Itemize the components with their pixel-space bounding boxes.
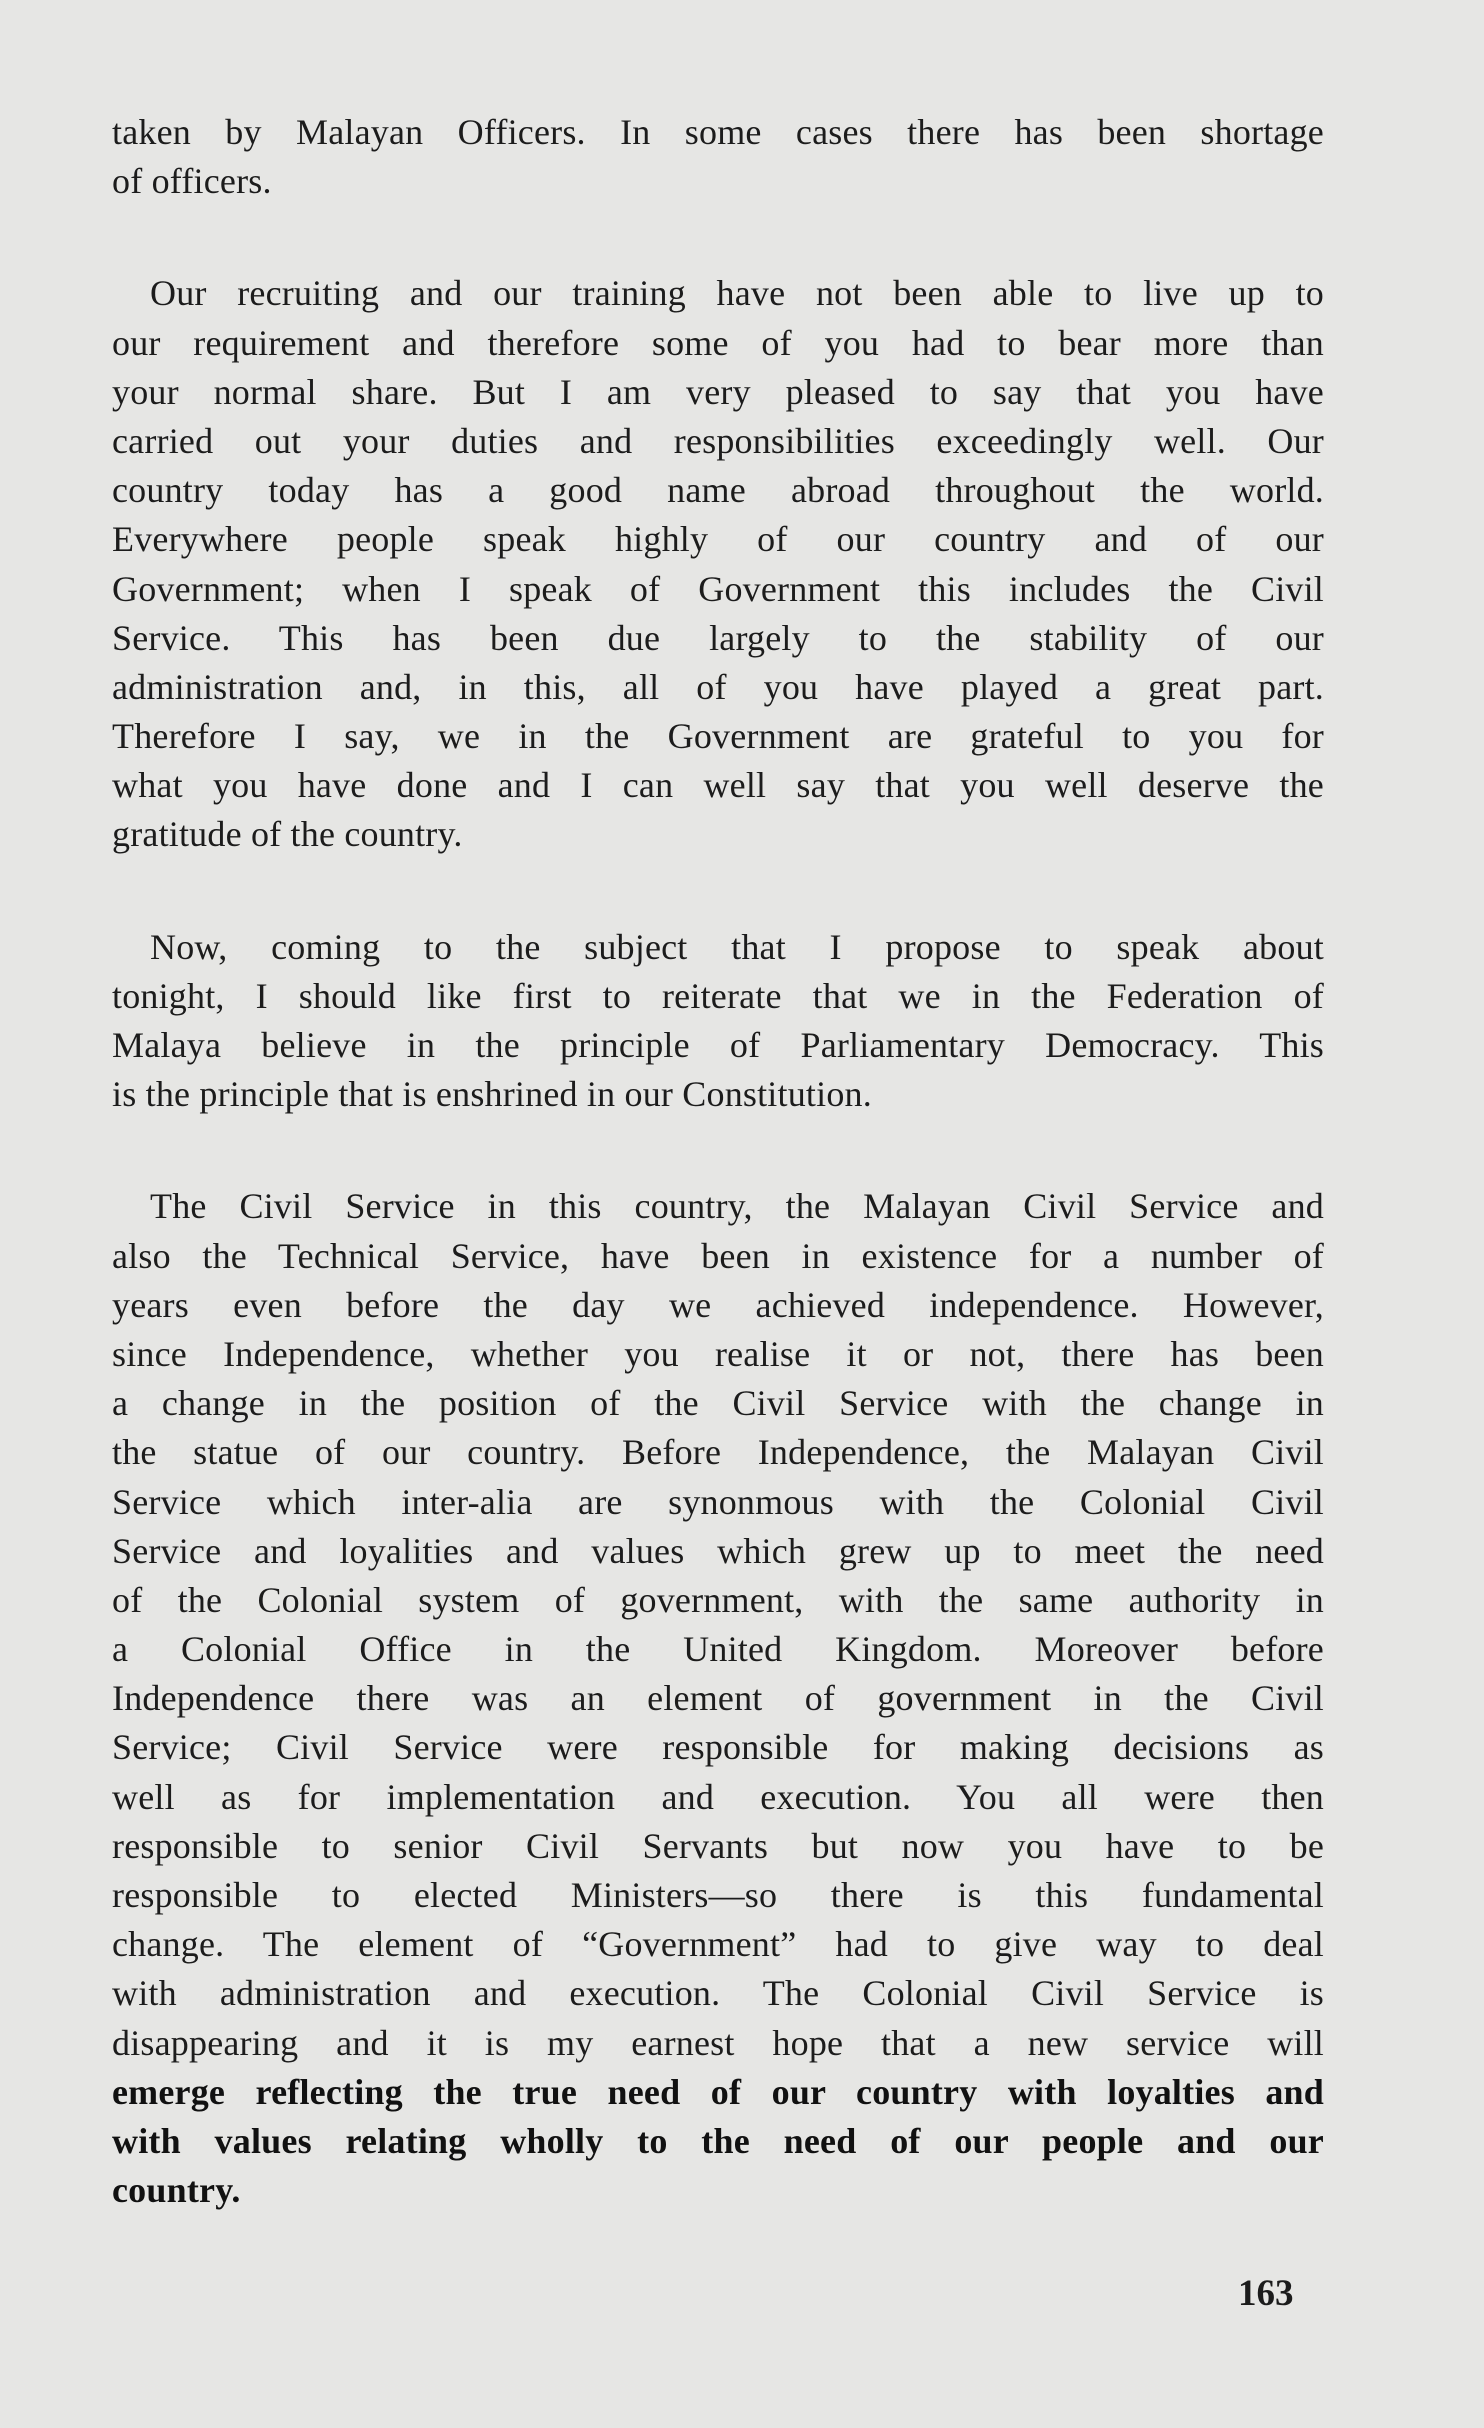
page-body [112, 108, 1324, 2278]
text-line: of officers. [112, 161, 272, 202]
text-line: a Colonial Office in the United Kingdom. Moreover before [112, 1629, 1324, 1670]
text-line: country today has a good name abroad throughout the world. [112, 470, 1324, 511]
text-line: of the Colonial system of government, with the same authority in [112, 1579, 1324, 1620]
text-line: is the principle that is enshrined in our Constitution. [112, 1074, 872, 1115]
text-line: with values relating wholly to the need of our people and our [112, 2120, 1324, 2161]
text-line: disappearing and it is my earnest hope that a new service will [112, 2022, 1324, 2063]
paragraph [112, 923, 1324, 1120]
text-line: Everywhere people speak highly of our country and of our [112, 519, 1324, 560]
text-line: also the Technical Service, have been in existence for a number of [112, 1235, 1324, 1276]
text-line: taken by Malayan Officers. In some cases there has been shortage [112, 112, 1324, 152]
text-line: carried out your duties and responsibilities exceedingly well. Our [112, 420, 1324, 461]
text-line: well as for implementation and execution. You all were then [112, 1776, 1324, 1817]
text-line: change. The element of “Government” had to give way to deal [112, 1924, 1324, 1965]
page-number: 163 [1238, 2273, 1294, 2314]
text-line: tonight, I should like first to reiterate that we in the Federation of [112, 975, 1324, 1016]
text-line: Service; Civil Service were responsible for making decisions as [112, 1727, 1324, 1768]
text-line: your normal share. But I am very pleased to say that you have [112, 371, 1324, 412]
text-line: gratitude of the country. [112, 814, 463, 855]
text-line: what you have done and I can well say that you well deserve the [112, 765, 1324, 806]
text-line: a change in the position of the Civil Service with the change in [112, 1383, 1324, 1424]
text-line: Service which inter-alia are synonmous with the Colonial Civil [112, 1481, 1324, 1522]
text-line: our requirement and therefore some of you had to bear more than [112, 322, 1324, 363]
text-line: since Independence, whether you realise it or not, there has been [112, 1333, 1324, 1374]
text-line: Government; when I speak of Government this includes the Civil [112, 568, 1324, 609]
paragraph [112, 269, 1324, 859]
text-line: The Civil Service in this country, the Malayan Civil Service and [150, 1186, 1324, 1227]
paragraph [112, 1182, 1324, 2215]
text-line: years even before the day we achieved independence. However, [112, 1284, 1324, 1325]
text-line: Service and loyalities and values which grew up to meet the need [112, 1530, 1324, 1571]
text-line: Service. This has been due largely to the stability of our [112, 617, 1324, 658]
text-line: Therefore I say, we in the Government are grateful to you for [112, 716, 1324, 757]
text-line: administration and, in this, all of you have played a great part. [112, 666, 1324, 707]
text-line: Malaya believe in the principle of Parliamentary Democracy. This [112, 1025, 1324, 1065]
text-line: the statue of our country. Before Independence, the Malayan Civil [112, 1432, 1324, 1473]
text-line: with administration and execution. The Colonial Civil Service is [112, 1973, 1324, 2014]
text-line: Independence there was an element of government in the Civil [112, 1678, 1324, 1719]
text-line: responsible to elected Ministers—so there is this fundamental [112, 1875, 1324, 1915]
text-line: emerge reflecting the true need of our country with loyalties and [112, 2071, 1324, 2112]
text-line: Now, coming to the subject that I propose to speak about [150, 926, 1324, 967]
text-line: country. [112, 2170, 241, 2211]
paragraph [112, 108, 1324, 206]
text-line: Our recruiting and our training have not been able to live up to [150, 273, 1324, 314]
text-line: responsible to senior Civil Servants but now you have to be [112, 1825, 1324, 1866]
